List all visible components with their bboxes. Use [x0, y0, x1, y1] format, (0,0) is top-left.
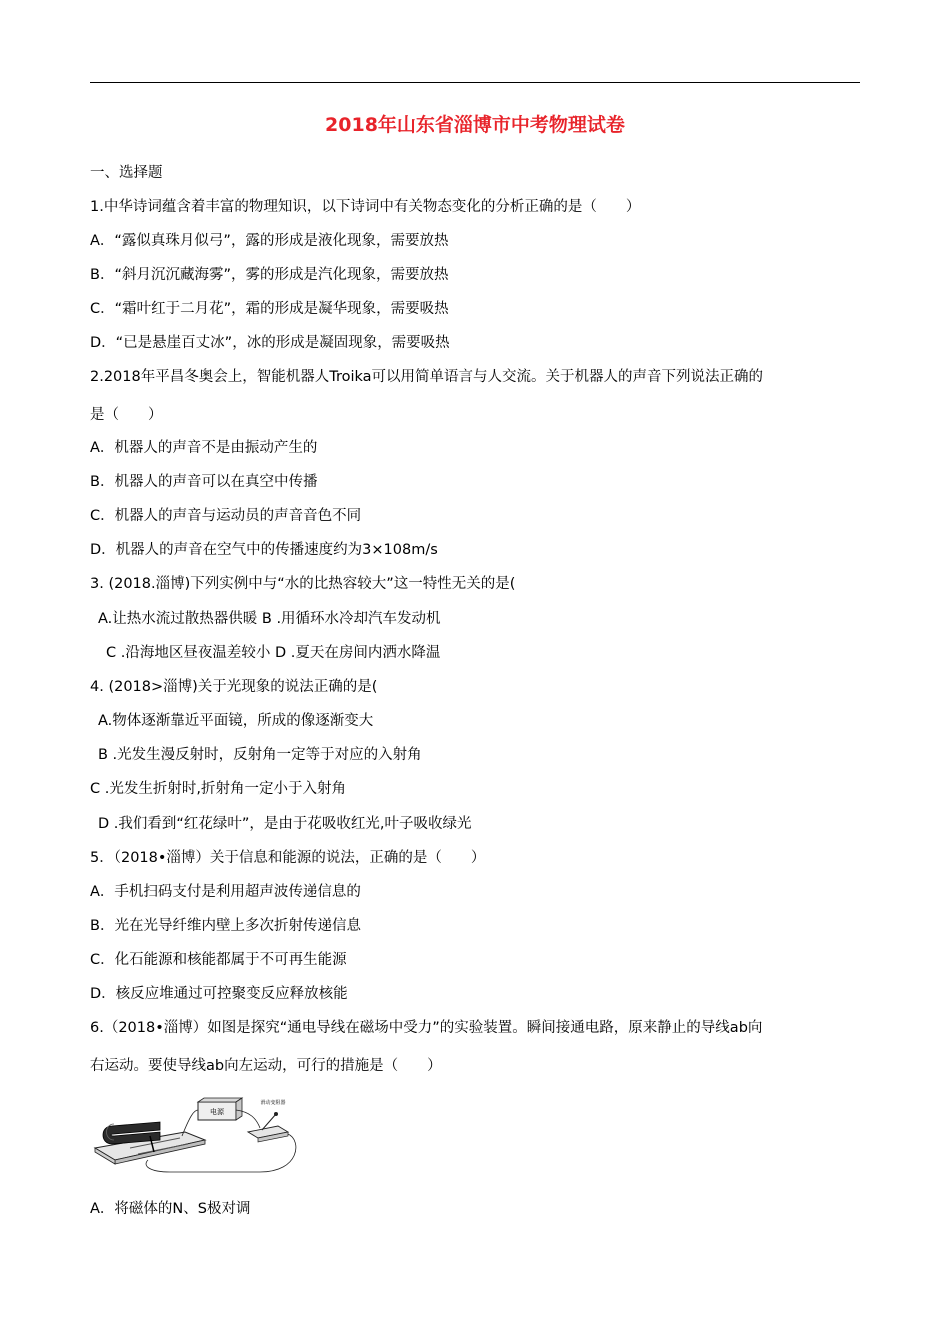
- question-2-stem: 2.2018年平昌冬奥会上，智能机器人Troika可以用简单语言与人交流。关于机器人的声音下列说法正确的: [90, 369, 764, 385]
- question-2-option-a: A．机器人的声音不是由振动产生的: [90, 440, 318, 456]
- question-6-option-a: A．将磁体的N、S极对调: [90, 1201, 251, 1217]
- question-6-stem: 6.（2018•淄博）如图是探究“通电导线在磁场中受力”的实验装置。瞬间接通电路，原来静止的导线ab向: [90, 1020, 763, 1036]
- apparatus-figure: [90, 1096, 305, 1176]
- question-2-option-d: D．机器人的声音在空气中的传播速度约为3×108m/s: [90, 542, 438, 558]
- question-1-stem: 1.中华诗词蕴含着丰富的物理知识，以下诗词中有关物态变化的分析正确的是（ ）: [90, 199, 641, 215]
- question-5-option-c: C．化石能源和核能都属于不可再生能源: [90, 952, 347, 968]
- question-2-option-c: C．机器人的声音与运动员的声音音色不同: [90, 508, 362, 524]
- question-2-option-b: B．机器人的声音可以在真空中传播: [90, 474, 318, 490]
- question-3-options-cd: C .沿海地区昼夜温差较小 D .夏天在房间内洒水降温: [106, 645, 441, 661]
- question-3-options-ab: A.让热水流过散热器供暖 B .用循环水冷却汽车发动机: [98, 611, 441, 627]
- question-3-stem: 3. (2018.淄博)下列实例中与“水的比热容较大”这一特性无关的是(: [90, 576, 516, 592]
- page-title: 2018年山东省淄博市中考物理试卷: [325, 114, 625, 136]
- question-1-option-b: B．“斜月沉沉藏海雾”，雾的形成是汽化现象，需要放热: [90, 267, 449, 283]
- question-5-option-d: D．核反应堆通过可控聚变反应释放核能: [90, 986, 348, 1002]
- question-4-option-c: C .光发生折射时,折射角一定小于入射角: [90, 781, 346, 797]
- power-supply: [198, 1098, 242, 1120]
- question-5-option-b: B．光在光导纤维内壁上多次折射传递信息: [90, 918, 361, 934]
- question-1-option-a: A．“露似真珠月似弓”，露的形成是液化现象，需要放热: [90, 233, 449, 249]
- section-heading: 一、选择题: [90, 165, 163, 181]
- question-4-option-a: A.物体逐渐靠近平面镜，所成的像逐渐变大: [98, 713, 374, 729]
- rheostat-label: 滑动变阻器: [260, 1100, 286, 1106]
- rheostat: [248, 1099, 288, 1142]
- question-1-option-d: D．“已是悬崖百丈冰”，冰的形成是凝固现象，需要吸热: [90, 335, 450, 351]
- power-supply-label: 电源: [210, 1108, 224, 1116]
- question-6-stem-cont: 右运动。要使导线ab向左运动，可行的措施是（ ）: [90, 1058, 442, 1074]
- question-5-stem: 5．（2018•淄博）关于信息和能源的说法，正确的是（ ）: [90, 850, 486, 866]
- header-rule: [90, 82, 860, 83]
- question-4-option-d: D .我们看到“红花绿叶”，是由于花吸收红光,叶子吸收绿光: [98, 816, 472, 832]
- question-1-option-c: C．“霜叶红于二月花”，霜的形成是凝华现象，需要吸热: [90, 301, 449, 317]
- question-2-stem-cont: 是（ ）: [90, 407, 163, 423]
- question-5-option-a: A．手机扫码支付是利用超声波传递信息的: [90, 884, 361, 900]
- question-4-stem: 4. (2018>淄博)关于光现象的说法正确的是(: [90, 679, 378, 695]
- question-4-option-b: B .光发生漫反射时，反射角一定等于对应的入射角: [98, 747, 422, 763]
